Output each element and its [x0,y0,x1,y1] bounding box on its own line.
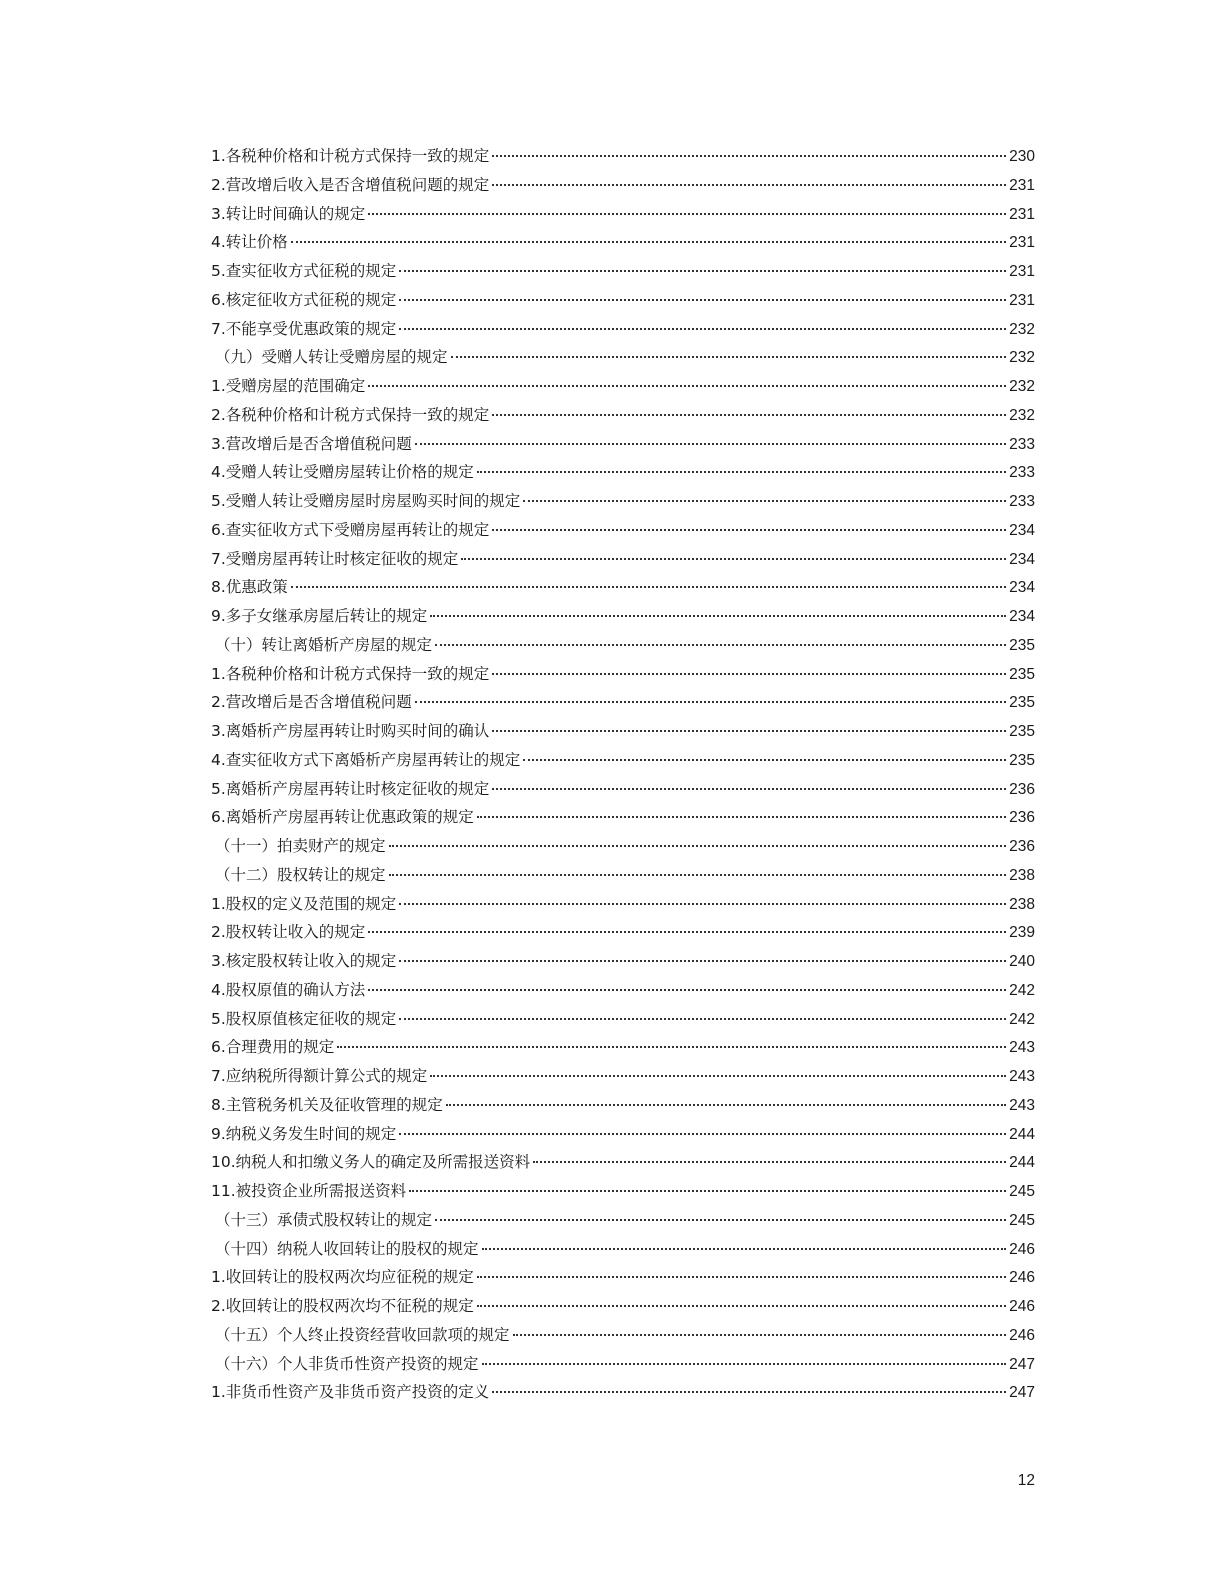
toc-dot-leader [461,557,1006,560]
toc-entry-page: 238 [1009,866,1035,884]
toc-entry-label: 9.纳税义务发生时间的规定 [211,1124,397,1143]
toc-entry-page: 242 [1009,981,1035,999]
toc-entry-label: 6.核定征收方式征税的规定 [211,290,397,309]
toc-dot-leader [523,499,1006,502]
toc-dot-leader [492,413,1006,416]
toc-entry[interactable] [211,890,1035,919]
toc-dot-leader [492,1390,1006,1393]
toc-entry-label: 1.受赠房屋的范围确定 [211,377,366,395]
toc-entry[interactable] [211,1005,1035,1034]
toc-dot-leader [409,1189,1006,1192]
toc-entry[interactable] [211,918,1035,947]
toc-entry-page: 232 [1009,406,1035,424]
toc-dot-leader [389,844,1007,847]
toc-entry-label: 1.各税种价格和计税方式保持一致的规定 [211,664,490,683]
toc-entry-page: 231 [1009,234,1035,252]
toc-entry-label: 7.应纳税所得额计算公式的规定 [211,1067,428,1085]
toc-dot-leader [368,384,1006,387]
toc-dot-leader [482,1362,1007,1365]
toc-entry-page: 235 [1009,694,1035,712]
page-number: 12 [1017,1472,1035,1489]
toc-entry-label: 2.收回转让的股权两次均不征税的规定 [211,1297,474,1315]
toc-entry-page: 239 [1009,924,1035,942]
toc-dot-leader [477,470,1006,473]
toc-entry-page: 246 [1009,1326,1035,1344]
toc-entry[interactable] [211,947,1035,976]
toc-entry[interactable] [211,976,1035,1005]
toc-entry-page: 235 [1009,665,1035,683]
toc-entry-label: 4.股权原值的确认方法 [211,980,366,999]
toc-entry-label: 2.营改增后是否含增值税问题 [211,693,412,712]
toc-entry[interactable] [211,228,1035,257]
toc-entry[interactable] [211,775,1035,804]
toc-section-entry[interactable] [211,343,1035,372]
toc-dot-leader [435,643,1006,646]
toc-entry-page: 236 [1009,838,1035,855]
toc-entry-page: 243 [1009,1096,1035,1114]
toc-entry-label: 5.股权原值核定征收的规定 [211,1009,397,1028]
toc-entry-label: 4.受赠人转让受赠房屋转让价格的规定 [211,463,474,482]
toc-entry-page: 231 [1009,176,1035,194]
toc-entry-page: 236 [1009,809,1035,827]
toc-entry-page: 232 [1009,378,1035,395]
toc-entry-label: 3.转让时间确认的规定 [211,204,366,223]
toc-dot-leader [451,355,1007,358]
toc-entry[interactable] [211,717,1035,746]
toc-entry-label: 7.受赠房屋再转让时核定征收的规定 [211,549,459,568]
toc-entry[interactable] [211,1033,1035,1062]
toc-dot-leader [415,442,1006,445]
toc-dot-leader [399,959,1006,962]
toc-dot-leader [368,212,1006,215]
toc-entry-page: 231 [1009,291,1035,309]
toc-entry-label: 6.离婚析产房屋再转让优惠政策的规定 [211,808,474,827]
toc-entry[interactable] [211,430,1035,459]
toc-dot-leader [430,1074,1006,1077]
toc-entry-page: 236 [1009,780,1035,798]
toc-entry-page: 245 [1009,1183,1035,1200]
toc-section-entry[interactable] [211,1206,1035,1235]
toc-entry-page: 232 [1009,349,1035,367]
toc-entry[interactable] [211,1062,1035,1091]
toc-entry-label: 9.多子女继承房屋后转让的规定 [211,607,428,625]
toc-entry[interactable] [211,746,1035,775]
toc-entry-page: 243 [1009,1039,1035,1057]
toc-dot-leader [477,1304,1006,1307]
toc-entry-label: 2.营改增后收入是否含增值税问题的规定 [211,175,490,194]
toc-dot-leader [446,1103,1006,1106]
toc-entry[interactable] [211,315,1035,344]
toc-entry-page: 246 [1009,1240,1035,1258]
toc-dot-leader [430,614,1006,617]
toc-entry-label: （十）转让离婚析产房屋的规定 [215,635,433,654]
toc-entry[interactable] [211,1263,1035,1292]
toc-dot-leader [368,988,1006,991]
toc-entry-label: （十六）个人非货币性资产投资的规定 [215,1354,479,1373]
toc-entry-label: 11.被投资企业所需报送资料 [211,1182,407,1200]
toc-entry-page: 245 [1009,1211,1035,1229]
table-of-contents [211,142,1035,1407]
toc-entry-label: 3.离婚析产房屋再转让时购买时间的确认 [211,722,490,740]
toc-entry-page: 234 [1009,608,1035,625]
toc-entry-label: 8.优惠政策 [211,578,288,597]
toc-entry-page: 233 [1009,493,1035,510]
toc-entry-label: 6.合理费用的规定 [211,1038,335,1057]
toc-entry-page: 243 [1009,1068,1035,1085]
toc-entry[interactable] [211,1120,1035,1149]
toc-entry-label: 7.不能享受优惠政策的规定 [211,319,397,338]
toc-dot-leader [477,815,1006,818]
toc-dot-leader [399,1132,1006,1135]
toc-entry[interactable] [211,1148,1035,1177]
toc-entry[interactable] [211,171,1035,200]
toc-entry-label: （十二）股权转让的规定 [215,865,386,884]
toc-dot-leader [399,269,1006,272]
toc-entry-page: 230 [1009,148,1035,165]
toc-dot-leader [492,787,1006,790]
toc-entry-label: 1.股权的定义及范围的规定 [211,894,397,913]
toc-entry-label: （十三）承债式股权转让的规定 [215,1210,433,1229]
toc-entry-page: 246 [1009,1269,1035,1287]
toc-entry-label: （九）受赠人转让受赠房屋的规定 [215,348,448,367]
toc-entry-label: 4.查实征收方式下离婚析产房屋再转让的规定 [211,750,521,769]
toc-entry-page: 244 [1009,1125,1035,1143]
toc-section-entry[interactable] [211,832,1035,861]
toc-entry-page: 232 [1009,320,1035,338]
toc-dot-leader [513,1333,1007,1336]
toc-dot-leader [492,183,1006,186]
toc-entry[interactable] [211,545,1035,574]
toc-entry[interactable] [211,487,1035,516]
toc-section-entry[interactable] [211,1321,1035,1350]
toc-entry[interactable] [211,286,1035,315]
toc-entry-label: 5.查实征收方式征税的规定 [211,262,397,280]
toc-dot-leader [492,729,1006,732]
toc-entry-label: 1.各税种价格和计税方式保持一致的规定 [211,147,490,165]
toc-entry[interactable] [211,257,1035,286]
toc-entry-page: 234 [1009,550,1035,568]
toc-entry-page: 231 [1009,263,1035,280]
toc-dot-leader [399,327,1006,330]
toc-dot-leader [337,1045,1006,1048]
toc-entry-page: 235 [1009,636,1035,654]
toc-dot-leader [399,1017,1006,1020]
toc-dot-leader [368,930,1006,933]
toc-entry[interactable] [211,458,1035,487]
toc-entry[interactable] [211,1177,1035,1206]
toc-dot-leader [399,902,1006,905]
toc-entry-page: 238 [1009,895,1035,913]
toc-entry-label: 6.查实征收方式下受赠房屋再转让的规定 [211,520,490,539]
toc-dot-leader [291,240,1006,243]
toc-entry-label: 3.营改增后是否含增值税问题 [211,434,412,453]
toc-entry[interactable] [211,516,1035,545]
toc-entry-page: 234 [1009,579,1035,597]
toc-dot-leader [435,1218,1006,1221]
toc-entry[interactable] [211,688,1035,717]
toc-entry-page: 235 [1009,723,1035,740]
toc-entry-label: 3.核定股权转让收入的规定 [211,952,397,970]
toc-entry[interactable] [211,372,1035,401]
toc-entry-page: 231 [1009,205,1035,223]
toc-dot-leader [389,873,1007,876]
toc-dot-leader [477,1275,1006,1278]
toc-entry-page: 234 [1009,521,1035,539]
toc-entry-page: 247 [1009,1384,1035,1402]
toc-dot-leader [523,758,1006,761]
toc-section-entry[interactable] [211,1235,1035,1264]
toc-dot-leader [492,528,1006,531]
toc-entry-page: 235 [1009,751,1035,769]
toc-entry-page: 242 [1009,1010,1035,1028]
toc-entry[interactable] [211,1378,1035,1407]
toc-entry-label: 1.非货币性资产及非货币资产投资的定义 [211,1383,490,1402]
toc-dot-leader [492,672,1006,675]
toc-entry-page: 244 [1009,1154,1035,1172]
toc-section-entry[interactable] [211,861,1035,890]
toc-entry-label: 4.转让价格 [211,233,288,252]
toc-entry-page: 233 [1009,435,1035,453]
toc-section-entry[interactable] [211,631,1035,660]
toc-dot-leader [415,700,1006,703]
toc-entry[interactable] [211,401,1035,430]
toc-entry[interactable] [211,803,1035,832]
toc-entry-label: 2.股权转让收入的规定 [211,923,366,942]
toc-entry-page: 246 [1009,1298,1035,1315]
toc-entry[interactable] [211,1091,1035,1120]
toc-entry-page: 240 [1009,953,1035,970]
toc-dot-leader [533,1160,1006,1163]
toc-section-entry[interactable] [211,1350,1035,1379]
toc-entry-label: 5.离婚析产房屋再转让时核定征收的规定 [211,779,490,798]
toc-entry[interactable] [211,602,1035,631]
toc-dot-leader [482,1247,1007,1250]
toc-dot-leader [492,154,1006,157]
toc-entry-page: 247 [1009,1355,1035,1373]
toc-dot-leader [399,298,1006,301]
toc-entry-label: 2.各税种价格和计税方式保持一致的规定 [211,405,490,424]
toc-entry-label: 8.主管税务机关及征收管理的规定 [211,1095,443,1114]
toc-entry-label: 1.收回转让的股权两次均应征税的规定 [211,1268,474,1287]
toc-entry[interactable] [211,142,1035,171]
toc-entry-label: （十四）纳税人收回转让的股权的规定 [215,1239,479,1258]
toc-entry-label: 5.受赠人转让受赠房屋时房屋购买时间的规定 [211,492,521,510]
toc-entry[interactable] [211,573,1035,602]
toc-entry-label: （十五）个人终止投资经营收回款项的规定 [215,1325,510,1344]
toc-entry[interactable] [211,1292,1035,1321]
toc-entry-page: 233 [1009,464,1035,482]
toc-dot-leader [291,585,1006,588]
toc-entry[interactable] [211,200,1035,229]
toc-entry-label: （十一）拍卖财产的规定 [215,837,386,855]
toc-entry[interactable] [211,660,1035,689]
toc-entry-label: 10.纳税人和扣缴义务人的确定及所需报送资料 [211,1153,531,1172]
